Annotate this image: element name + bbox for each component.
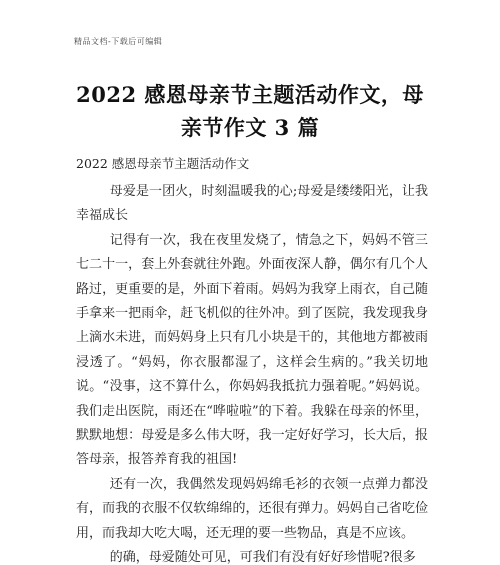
- document-title: 2022 感恩母亲节主题活动作文，母亲节作文 3 篇: [76, 82, 424, 140]
- paragraph: 的确，母爱随处可见，可我们有没有好好珍惜呢?很多: [109, 550, 416, 565]
- header-note: 精品文档-下载后可编辑: [74, 37, 163, 46]
- document-body: [76, 180, 428, 565]
- document-subtitle: 2022 感恩母亲节主题活动作文: [76, 156, 250, 171]
- paragraph: 还有一次，我偶然发现妈妈绵毛衫的衣领一点弹力都没有，而我的衣服不仅软绵绵的，还很有弹力。妈妈自己省吃俭用，而我却大吃大喝，还无理的要一些物品，真是不应该。: [76, 476, 428, 541]
- paragraph: 母爱是一团火，时刻温暖我的心;母爱是缕缕阳光，让我幸福成长: [76, 184, 428, 224]
- paragraph: 记得有一次，我在夜里发烧了，情急之下，妈妈不管三七二十一，套上外套就往外跑。外面夜深人静，偶尔有几个人路过，更重要的是，外面下着雨。妈妈为我穿上雨衣，自己随手拿来一把雨伞，赶飞机似的往外冲。到了医院，我发现我身上滴水未进，而妈妈身上只有几小块是干的，其他地方都被雨浸透了。“妈妈，你衣服都湿了，这样会生病的。”我关切地说。“没事，这不算什么，你妈妈我抵抗力强着呢。”妈妈说。我们走出医院，雨还在“哗啦啦”的下着。我躲在母亲的怀里，默默地想：母爱是多么伟大呀，我一定好好学习，长大后，报答母亲，报答养育我的祖国!: [76, 232, 428, 468]
